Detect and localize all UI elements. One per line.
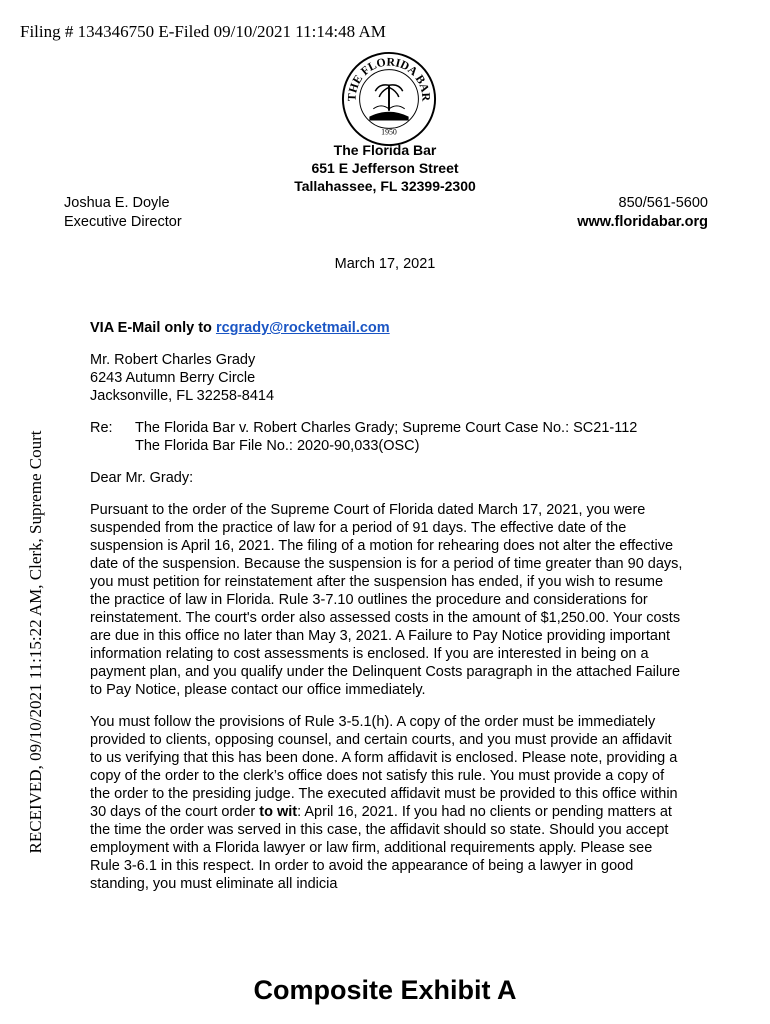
- director-name: Joshua E. Doyle: [64, 195, 170, 211]
- florida-bar-seal: [340, 50, 438, 148]
- letter-date: March 17, 2021: [334, 256, 436, 272]
- re-label: Re:: [90, 420, 113, 436]
- seal-emblem-icon: [369, 85, 408, 121]
- recipient-address: [90, 351, 685, 405]
- paragraph-2-part-1: You must follow the provisions of Rule 3-5.1(h). A copy of the order must be immediately provided to clients, opposing counsel, and certain courts, and you must provide an affidavit to us verifying that this has been done. A form affidavit is enclosed. Please note, providing a copy of the order to the clerk’s office does not satisfy this rule. You must provide a copy of the order to the presiding judge. The executed affidavit must be provided to this office within 30 days of the court order: [90, 714, 678, 820]
- seal-year: 1950: [381, 127, 397, 137]
- delivery-prefix: VIA E-Mail only to: [90, 320, 216, 336]
- website-link[interactable]: www.floridabar.org: [577, 214, 708, 230]
- re-case-line: The Florida Bar v. Robert Charles Grady; Supreme Court Case No.: SC21-112: [135, 420, 638, 436]
- re-block: [90, 419, 685, 455]
- letterhead-address: [0, 141, 770, 195]
- phone-number: 850/561-5600: [618, 195, 708, 211]
- director-title: Executive Director: [64, 214, 182, 230]
- paragraph-rule-3-5-1: [90, 713, 685, 893]
- recipient-name: Mr. Robert Charles Grady: [90, 352, 256, 368]
- re-lines: [135, 419, 637, 455]
- received-stamp: RECEIVED, 09/10/2021 11:15:22 AM, Clerk, Supreme Court: [26, 430, 45, 854]
- delivery-line: [90, 319, 685, 337]
- executive-director-block: [64, 194, 182, 232]
- re-file-line: The Florida Bar File No.: 2020-90,033(OSC): [135, 438, 420, 454]
- salutation: Dear Mr. Grady:: [90, 470, 194, 486]
- paragraph-suspension: Pursuant to the order of the Supreme Court of Florida dated March 17, 2021, you were suspended from the practice of law for a period of 91 days. The effective date of the suspension is April 16, 2021. The filing of a motion for rehearing does not alter the effective date of the suspension. Because the suspension is for a period of time greater than 90 days, you must petition for reinstatement after the suspension has ended, if you wish to resume the practice of law in Florida. Rule 3-7.10 outlines the procedure and considerations for reinstatement. The court's order also assessed costs in the amount of $1,250.00. Your costs are due in this office no later than May 3, 2021. A Failure to Pay Notice providing important information relating to cost assessments is enclosed. If you are interested in being on a payment plan, and you qualify under the Delinquent Costs paragraph in the attached Failure to Pay Notice, please contact our office immediately.: [90, 502, 683, 698]
- letter-body: [90, 319, 685, 907]
- exhibit-label: Composite Exhibit A: [253, 975, 517, 1005]
- recipient-street: 6243 Autumn Berry Circle: [90, 370, 256, 386]
- contact-block: [577, 194, 708, 232]
- seal-ring-text: THE FLORIDA BAR: [345, 55, 433, 102]
- paragraph-2-bold: to wit: [259, 804, 298, 820]
- org-street: 651 E Jefferson Street: [311, 160, 459, 176]
- filing-stamp: Filing # 134346750 E-Filed 09/10/2021 11:14:48 AM: [20, 22, 386, 41]
- recipient-city: Jacksonville, FL 32258-8414: [90, 388, 275, 404]
- org-name: The Florida Bar: [333, 142, 437, 158]
- paragraph-2-part-2: : April 16, 2021. If you had no clients or pending matters at the time the order was served in this case, the affidavit should so state. Should you accept employment with a Florida lawyer or law firm, additional requirements apply. Please see Rule 3-6.1 in this respect. In order to avoid the appearance of being a lawyer in good standing, you must eliminate all indicia: [90, 804, 672, 892]
- recipient-email-link[interactable]: rcgrady@rocketmail.com: [215, 320, 390, 336]
- org-city: Tallahassee, FL 32399-2300: [294, 178, 476, 194]
